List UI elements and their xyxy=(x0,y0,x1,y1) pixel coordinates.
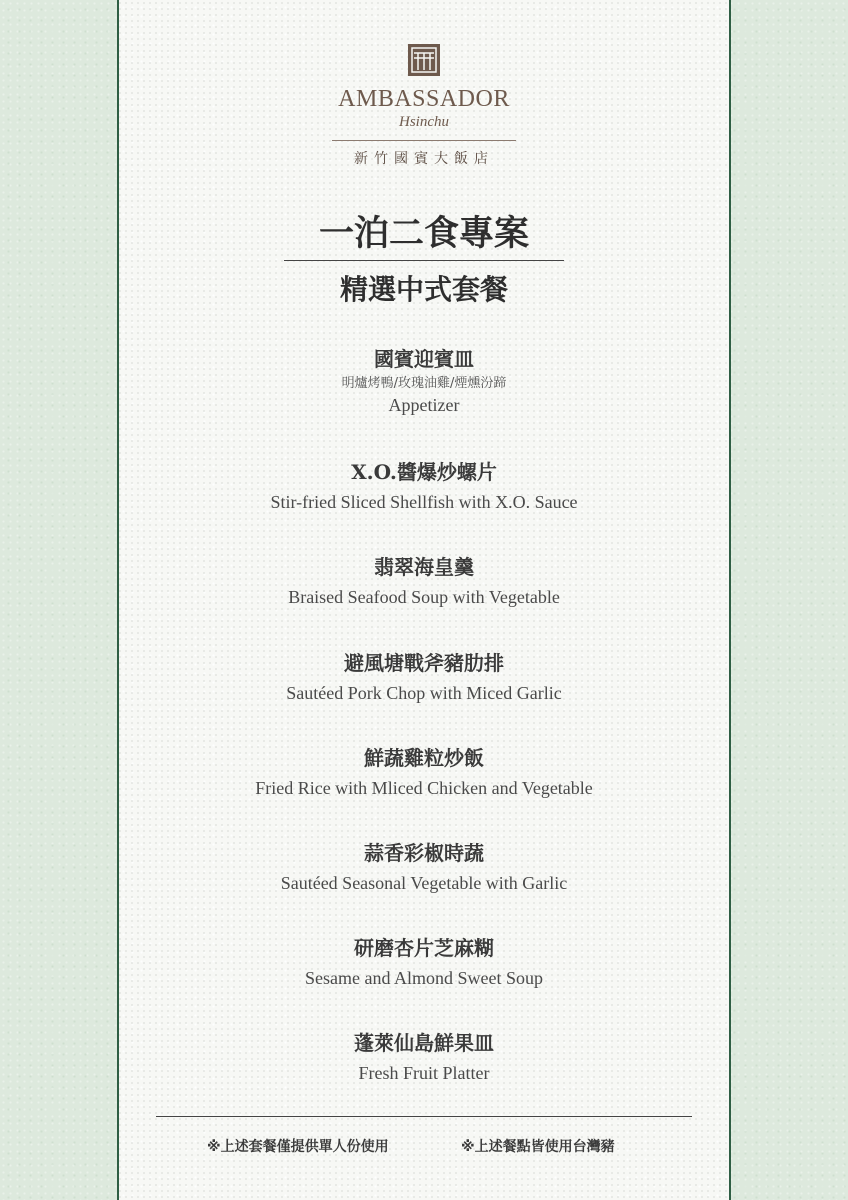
dish-chinese-name: 研磨杏片芝麻糊 xyxy=(354,936,494,960)
dish-chinese-name: 蓬萊仙島鮮果皿 xyxy=(354,1031,494,1055)
dish-chinese-name: X.O.醬爆炒螺片 xyxy=(351,460,497,484)
dish-english-name: Sesame and Almond Sweet Soup xyxy=(305,968,543,988)
dish-chinese-name: 國賓迎賓皿 xyxy=(374,347,474,371)
dish-english-name: Appetizer xyxy=(388,395,460,415)
menu-item xyxy=(0,650,848,704)
menu-item xyxy=(0,1030,848,1084)
footer-note-portion: ※上述套餐僅提供單人份使用 xyxy=(207,1139,389,1155)
brand-name: AMBASSADOR xyxy=(338,86,510,112)
dish-english-name: Fried Rice with Mliced Chicken and Vegetable xyxy=(255,778,593,798)
dish-english-name: Braised Seafood Soup with Vegetable xyxy=(288,587,560,607)
brand-location: Hsinchu xyxy=(399,114,449,130)
menu-item xyxy=(0,346,848,416)
dish-english-name: Stir-fried Sliced Shellfish with X.O. Sauce xyxy=(270,492,578,512)
footer-note-pork-origin: ※上述餐點皆使用台灣豬 xyxy=(461,1139,615,1155)
dish-english-name: Sautéed Seasonal Vegetable with Garlic xyxy=(280,873,568,893)
brand-divider xyxy=(332,140,516,141)
page-title: 一泊二食專案 xyxy=(318,213,529,254)
dish-chinese-name: 蒜香彩椒時蔬 xyxy=(364,841,484,865)
dish-english-name: Fresh Fruit Platter xyxy=(358,1063,490,1083)
dish-chinese-name: 鮮蔬雞粒炒飯 xyxy=(364,746,484,770)
menu-item xyxy=(0,459,848,513)
title-divider xyxy=(284,260,564,261)
dish-english-name: Sautéed Pork Chop with Miced Garlic xyxy=(286,683,562,703)
ambassador-gate-icon xyxy=(408,44,440,76)
menu-item xyxy=(0,935,848,989)
dish-chinese-name: 翡翠海皇羹 xyxy=(374,555,474,579)
footer-divider xyxy=(156,1116,692,1117)
dish-detail: 明爐烤鴨/玫瑰油雞/煙燻汾蹄 xyxy=(341,376,507,391)
dish-chinese-name: 避風塘戰斧豬肋排 xyxy=(344,651,504,675)
menu-item xyxy=(0,840,848,894)
page-subtitle: 精選中式套餐 xyxy=(339,273,508,306)
brand-chinese-name: 新竹國賓大飯店 xyxy=(354,151,494,167)
menu-item xyxy=(0,745,848,799)
menu-item xyxy=(0,554,848,608)
